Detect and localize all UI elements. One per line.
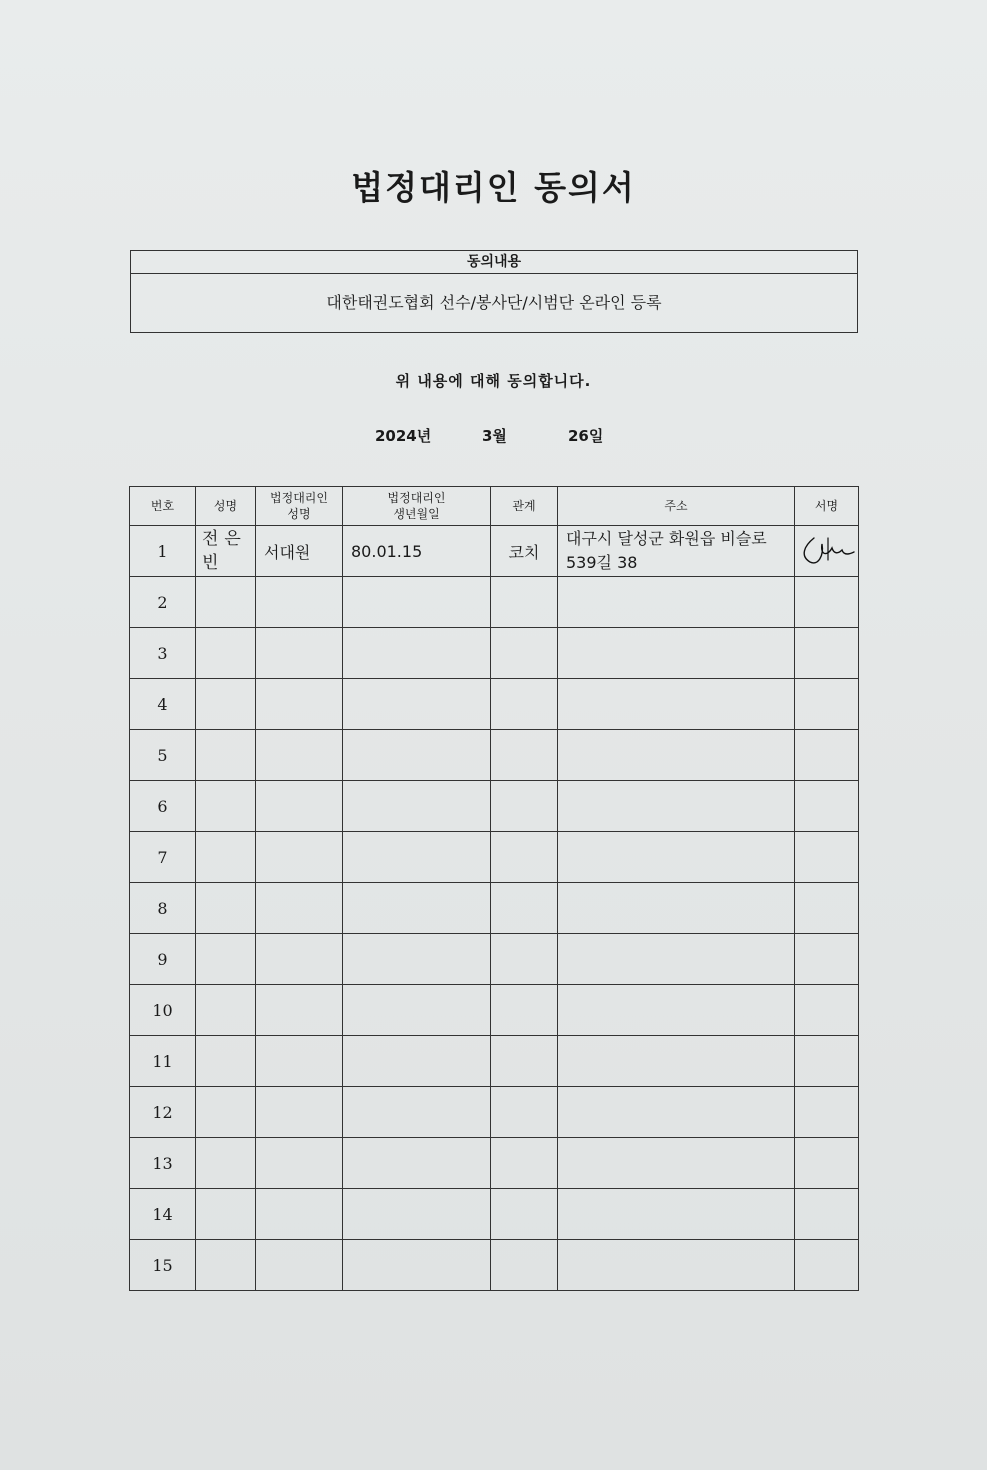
row-number: 14: [130, 1189, 196, 1240]
row-rep-birth: [343, 781, 491, 832]
row-signature: [795, 1138, 859, 1189]
row-address: [558, 832, 795, 883]
row-rep-birth: [343, 1138, 491, 1189]
row-signature: [795, 883, 859, 934]
table-row: [130, 1138, 859, 1189]
row-name: [196, 628, 256, 679]
row-rep-birth: [343, 577, 491, 628]
row-rep-name: [256, 781, 343, 832]
header-rep-birth-text: 법정대리인 생년월일: [387, 491, 446, 521]
row-address: [558, 1138, 795, 1189]
row-name: [196, 985, 256, 1036]
row-relation: [491, 577, 558, 628]
row-address: [558, 628, 795, 679]
table-row: [130, 985, 859, 1036]
row-number: 15: [130, 1240, 196, 1291]
row-rep-birth: [343, 1087, 491, 1138]
row-name: [196, 1087, 256, 1138]
date-year: 2024년: [375, 427, 432, 445]
row-rep-name: 서대원: [256, 526, 343, 577]
row-name: [196, 679, 256, 730]
row-rep-name: [256, 679, 343, 730]
row-signature: [795, 781, 859, 832]
row-address: [558, 679, 795, 730]
table-row: [130, 730, 859, 781]
row-name: [196, 577, 256, 628]
row-address: [558, 985, 795, 1036]
row-name: [196, 781, 256, 832]
row-rep-birth: [343, 679, 491, 730]
header-signature: 서명: [795, 487, 859, 526]
row-signature: [795, 832, 859, 883]
header-rep-name-text: 법정대리인 성명: [270, 491, 328, 521]
row-signature: [795, 526, 859, 577]
row-name: [196, 832, 256, 883]
signature-image: [798, 534, 856, 568]
row-rep-birth: [343, 832, 491, 883]
row-rep-name: [256, 1189, 343, 1240]
table-row: [130, 1189, 859, 1240]
row-rep-name: [256, 730, 343, 781]
row-rep-name: [256, 577, 343, 628]
row-relation: [491, 1138, 558, 1189]
row-rep-name: [256, 883, 343, 934]
table-row: [130, 577, 859, 628]
row-relation: [491, 832, 558, 883]
row-number: 2: [130, 577, 196, 628]
row-name: [196, 883, 256, 934]
row-address: [558, 883, 795, 934]
header-no: 번호: [130, 487, 196, 526]
row-signature: [795, 628, 859, 679]
row-rep-birth: 80.01.15: [343, 526, 491, 577]
header-name: 성명: [196, 487, 256, 526]
table-row: [130, 679, 859, 730]
date-day: 26일: [568, 427, 604, 445]
row-rep-birth: [343, 1036, 491, 1087]
row-address: [558, 781, 795, 832]
consent-header: 동의내용: [131, 251, 857, 274]
row-relation: [491, 1240, 558, 1291]
row-name: 전은빈: [196, 526, 256, 577]
row-signature: [795, 985, 859, 1036]
row-name: [196, 730, 256, 781]
row-number: 7: [130, 832, 196, 883]
table-header-row: [130, 487, 859, 526]
table-row: [130, 934, 859, 985]
row-rep-birth: [343, 934, 491, 985]
row-address: 대구시 달성군 화원읍 비슬로 539길 38: [558, 526, 795, 577]
row-relation: [491, 781, 558, 832]
consent-table: [129, 486, 859, 1291]
row-relation: [491, 985, 558, 1036]
row-relation: [491, 730, 558, 781]
row-address: [558, 1087, 795, 1138]
row-relation: [491, 1087, 558, 1138]
row-rep-name: [256, 1240, 343, 1291]
document-title: 법정대리인 동의서: [351, 168, 636, 207]
table-row: [130, 832, 859, 883]
row-number: 1: [130, 526, 196, 577]
row-signature: [795, 577, 859, 628]
row-relation: [491, 628, 558, 679]
row-rep-birth: [343, 985, 491, 1036]
consent-statement: 위 내용에 대해 동의합니다.: [395, 372, 592, 390]
row-rep-name: [256, 628, 343, 679]
row-address: [558, 1036, 795, 1087]
header-rep-birth: [343, 487, 491, 526]
row-relation: [491, 934, 558, 985]
row-address: [558, 730, 795, 781]
row-address: [558, 1189, 795, 1240]
row-signature: [795, 1036, 859, 1087]
row-relation: [491, 679, 558, 730]
table-row: [130, 1036, 859, 1087]
row-number: 13: [130, 1138, 196, 1189]
table-row: [130, 1087, 859, 1138]
date-month: 3월: [482, 427, 507, 445]
row-signature: [795, 1189, 859, 1240]
row-signature: [795, 730, 859, 781]
row-rep-name: [256, 1138, 343, 1189]
row-rep-birth: [343, 883, 491, 934]
row-number: 10: [130, 985, 196, 1036]
row-rep-name: [256, 985, 343, 1036]
row-rep-name: [256, 934, 343, 985]
row-signature: [795, 1240, 859, 1291]
row-name: [196, 934, 256, 985]
row-signature: [795, 934, 859, 985]
row-address: [558, 1240, 795, 1291]
row-rep-birth: [343, 1189, 491, 1240]
row-number: 9: [130, 934, 196, 985]
table-row: [130, 781, 859, 832]
row-relation: [491, 883, 558, 934]
row-rep-birth: [343, 730, 491, 781]
row-address: [558, 577, 795, 628]
consent-content: 대한태권도협회 선수/봉사단/시범단 온라인 등록: [326, 293, 662, 312]
row-relation: [491, 1036, 558, 1087]
table-row: [130, 526, 859, 577]
row-relation: 코치: [491, 526, 558, 577]
row-rep-name: [256, 1036, 343, 1087]
consent-box: [130, 250, 858, 333]
row-address: [558, 934, 795, 985]
row-number: 4: [130, 679, 196, 730]
row-signature: [795, 679, 859, 730]
row-name: [196, 1189, 256, 1240]
row-relation: [491, 1189, 558, 1240]
row-signature: [795, 1087, 859, 1138]
table-row: [130, 1240, 859, 1291]
row-number: 12: [130, 1087, 196, 1138]
header-address: 주소: [558, 487, 795, 526]
row-rep-birth: [343, 628, 491, 679]
row-rep-name: [256, 1087, 343, 1138]
table-row: [130, 883, 859, 934]
row-number: 6: [130, 781, 196, 832]
row-name: [196, 1138, 256, 1189]
row-name: [196, 1036, 256, 1087]
row-rep-name: [256, 832, 343, 883]
header-rep-name: [256, 487, 343, 526]
row-rep-birth: [343, 1240, 491, 1291]
row-name: [196, 1240, 256, 1291]
header-relation: 관계: [491, 487, 558, 526]
row-number: 8: [130, 883, 196, 934]
row-number: 5: [130, 730, 196, 781]
table-row: [130, 628, 859, 679]
row-number: 11: [130, 1036, 196, 1087]
row-number: 3: [130, 628, 196, 679]
